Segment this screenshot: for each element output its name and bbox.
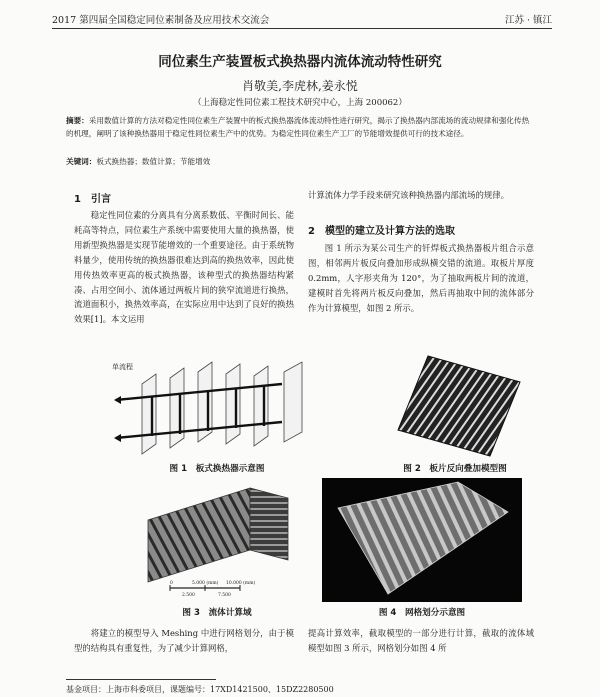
right-column-text xyxy=(308,188,534,203)
scale-label-end: 7.500 xyxy=(218,593,231,598)
figure-3-drawing xyxy=(130,484,310,599)
meshing-paragraph-continued: 提高计算效率，截取模型的一部分进行计算，截取的流体域模型如图 3 所示，网格划分如图 4 所 xyxy=(308,628,534,653)
section-1-heading: 1 引言 xyxy=(74,194,111,205)
running-header-left: 2017 第四届全国稳定同位素制备及应用技术交流会 xyxy=(52,15,270,26)
plate-1 xyxy=(142,374,156,454)
plate-6 xyxy=(284,362,302,442)
figure-1-caption: 图 1 板式换热器示意图 xyxy=(169,464,265,474)
stacked-plate-pair xyxy=(398,356,520,456)
meshing-paragraph: 将建立的模型导入 Meshing 中进行网格划分，由于模型的结构具有重复性，为了减少计算网格， xyxy=(74,628,294,653)
figure-3 xyxy=(130,484,310,599)
plate-4 xyxy=(226,364,240,444)
plate-2 xyxy=(170,368,184,448)
outlet-arrow xyxy=(114,434,121,442)
intro-continuation: 计算流体力学手段来研究该种换热器内部流场的规律。 xyxy=(308,190,509,200)
intro-paragraph: 稳定性同位素的分离具有分离系数低、平衡时间长、能耗高等特点，同位素生产系统中需要使用大量的换热器，使用新型换热器是实现节能增效的一个重要途径。由于系统物料量少，使用传统的换热器很难达到高的换热效率，因此使用传热效率更高的板式换热器，该种型式的换热器结构紧凑、占用空间小、流体通过两板片间的狭窄流道进行换热，流道面积小，换热效率高，在实际应用中达到了良好的换热效果[1]。本文运用 xyxy=(74,210,294,325)
paper-title: 同位素生产装置板式换热器内流体流动特性研究 xyxy=(158,54,442,70)
figure-4 xyxy=(322,478,522,602)
footnote: 基金项目：上海市科委项目，课题编号：17XD1421500、15DZ2280500 xyxy=(66,685,334,694)
affiliation: （上海稳定性同位素工程技术研究中心，上海 200062） xyxy=(193,98,407,108)
model-paragraph: 图 1 所示为某公司生产的钎焊板式换热器板片组合示意图，相邻两片板反向叠加形成纵横交错的流道。取板片厚度 0.2mm，人字形夹角为 120°，为了抽取两板片间的流道，建模时首先将两片板反向叠加，然后再抽取中间的流体部分作为计算模型，如图 2 所示。 xyxy=(308,243,534,313)
figure-2-drawing xyxy=(394,352,524,460)
figure-1-label: 单流程 xyxy=(112,363,133,371)
figure-2 xyxy=(394,352,524,460)
fluid-domain-side xyxy=(250,488,288,560)
meshed-fluid-domain xyxy=(338,482,508,594)
authors: 肖敬美,李虎林,姜永悦 xyxy=(242,79,358,93)
scale-label-2: 10.000 (mm) xyxy=(226,581,256,586)
abstract xyxy=(66,114,536,140)
figure-4-caption: 图 4 网格划分示意图 xyxy=(378,608,466,618)
bottom-left-text xyxy=(74,626,294,656)
bottom-right-text xyxy=(308,626,534,656)
section-2-heading: 2 模型的建立及计算方法的选取 xyxy=(308,226,455,237)
scale-label-mid: 2.500 xyxy=(182,593,195,598)
figure-1-drawing xyxy=(112,356,322,461)
inlet-arrow xyxy=(114,396,121,404)
header-rule xyxy=(52,28,552,29)
scale-label-0: 0 xyxy=(170,581,173,586)
footnote-rule xyxy=(66,679,216,680)
abstract-label: 摘要： xyxy=(66,116,89,125)
scale-label-1: 5.000 (mm) xyxy=(192,581,219,586)
abstract-text: 采用数值计算的方法对稳定性同位素生产装置中的板式换热器流体流动特性进行研究，揭示了换热器内部流场的流动规律和强化传热的机理，阐明了该种换热器用于稳定性同位素生产中的优势。为稳定性同位素生产工厂的节能增效提供可行的技术途径。 xyxy=(66,116,530,138)
fluid-domain-front xyxy=(148,488,250,582)
keywords xyxy=(66,156,536,167)
figure-2-caption: 图 2 板片反向叠加模型图 xyxy=(403,464,507,474)
right-column-body xyxy=(308,241,534,316)
keywords-label: 关键词： xyxy=(66,157,97,166)
figure-4-drawing xyxy=(322,478,522,602)
plate-5 xyxy=(254,366,268,446)
flow-channels xyxy=(152,385,264,436)
figure-1 xyxy=(112,356,322,461)
figure-3-caption: 图 3 流体计算域 xyxy=(182,608,252,618)
left-column-text xyxy=(74,208,294,327)
running-header-right: 江苏 · 镇江 xyxy=(504,15,552,26)
keywords-text: 板式换热器；数值计算；节能增效 xyxy=(96,157,211,166)
